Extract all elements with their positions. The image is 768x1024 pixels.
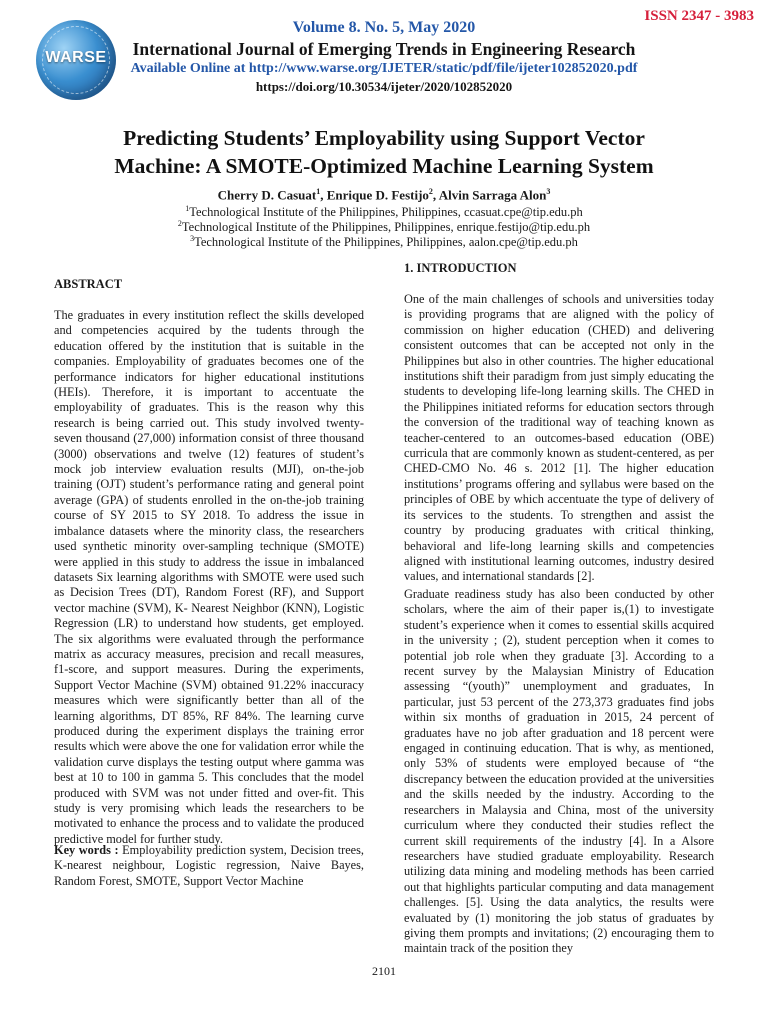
affiliation-1 (0, 204, 768, 220)
abstract-heading: ABSTRACT (54, 277, 123, 291)
volume-line: Volume 8. No. 5, May 2020 (292, 19, 476, 36)
author-separator: , (432, 187, 439, 203)
journal-name: International Journal of Emerging Trends in Engineering Research (132, 39, 636, 59)
author-sup: 1 (316, 187, 321, 196)
author-sup: 2 (428, 187, 433, 196)
introduction-heading: 1. INTRODUCTION (404, 261, 517, 275)
affiliation-text: Technological Institute of the Philippines, Philippines, aalon.cpe@tip.edu.ph (194, 235, 578, 250)
doi-link[interactable]: https://doi.org/10.30534/ijeter/2020/102852020 (255, 79, 513, 94)
page-number: 2101 (372, 964, 396, 978)
affiliation-text: Technological Institute of the Philippines, Philippines, enrique.festijo@tip.edu.ph (181, 220, 591, 235)
keywords-label: Key words : (54, 843, 119, 857)
keywords-text: Employability prediction system, Decision trees, K-nearest neighbour, Logistic regression, Naive Bayes, Random Forest, SMOTE, Support Vector Machine (54, 843, 364, 888)
keywords (54, 843, 364, 889)
author-sup: 3 (546, 187, 551, 196)
author-name: Enrique D. Festijo (326, 187, 429, 203)
author-name: Cherry D. Casuat (217, 187, 317, 203)
logo-text: WARSE (45, 49, 107, 66)
affiliation-3 (0, 234, 768, 250)
title-line-2: Machine: A SMOTE-Optimized Machine Learning System (114, 154, 654, 178)
abstract-body (54, 308, 364, 847)
affiliation-2 (0, 219, 768, 235)
affiliation-sup: 1 (185, 204, 190, 213)
affiliation-text: Technological Institute of the Philippines, Philippines, ccasuat.cpe@tip.edu.ph (189, 205, 583, 220)
availability-link[interactable]: Available Online at http://www.warse.org/IJETER/static/pdf/file/ijeter102852020.pdf (130, 61, 638, 76)
author-name: Alvin Sarraga Alon (438, 187, 547, 203)
introduction-text: Graduate readiness study has also been conducted by other scholars, where the aim of their paper is,(1) to investigate student’s experience when it comes to essential skills acquired in the university ; (2), student perception when it comes to potential job role when they graduate [3]. According to a recent survey by the Malaysian Ministry of Education assessing “(youth)” unemployment and graduates, In particular, just 53 percent of the 273,373 graduates find jobs within six months of graduation in 2015, 24 percent of graduates have no job after graduation and 18 percent were engaged in continuing education. That is why, as mentioned, only 53% of students were employed because of “the discrepancy between the education provided at the universities and the skills needed by the industry. According to the researchers in Malaysia and China, most of the university curriculum where they conducted their studies reflect the current skill requirements of the industry [4]. In a Alsore researchers have studied graduate employability. Research utilizing data mining and modeling methods has been carried out that highlights particular computing and data management challenges. [5]. Using the data analytics, the results were evaluated by (1) monitoring the job status of graduates by giving them prompts and invitations; (2) encouraging them to maintain track of the position they (404, 587, 714, 956)
affiliation-sup: 2 (177, 219, 182, 228)
introduction-text: One of the main challenges of schools and universities today is providing programs that are aligned with the policy of commission on higher education (CHED) and delivering consistent outcomes that can be accepted not only in the Philippines but also in other countries. The higher educational institutions shift their paradigm from just simply educating the students to developing life-long learning skills. The CHED in the Philippines initiated reforms for education sectors through the conversion of the traditional way of teaching known as teacher-centered to an outcomes-based education (OBE) curricula that are commonly known as student-centered, as per CHED-CMO No. 46 s. 2012 [1]. The higher education institutions’ programs offering and syllabus were based on the principles of OBE by which accentuate the type of delivery of its services to the students. To strengthen and assist the country by producing graduates with critical thinking, behavioral and life-long learning skills and competencies aligned with institutional learning outcomes, industry desired values, and international standards [2]. (404, 292, 714, 584)
introduction-para-2 (404, 587, 714, 957)
issn-label: ISSN 2347 - 3983 (644, 8, 754, 24)
paper-title (60, 124, 708, 180)
author-separator: , (320, 187, 327, 203)
affiliation-sup: 3 (190, 234, 195, 243)
introduction-para-1 (404, 292, 714, 585)
author-list (0, 187, 768, 203)
abstract-text: The graduates in every institution reflect the skills developed and competencies acquired by the tudents through the education offered by the institution that is suitable in the companies. Employability of graduates becomes one of the performance indicators for higher educational institutions (HEIs). Therefore, it is important to accentuate the employability of graduates. This is the reason why this research is being carried out. This study involved twenty-seven thousand (27,000) information consist of three thousand (3000) observations and twelve (12) features of student’s mock job interview evaluation results (MJI), on-the-job training (OJT) student’s performance rating and general point average (GPA) of students enrolled in the on-the-job training course of SY 2015 to SY 2018. To address the issue in imbalance datasets where the minority class, the researchers used synthetic minority over-sampling technique (SMOTE) were applied in this study to address the issue in imbalanced datasets Six learning algorithms with SMOTE were used such as Decision Trees (DT), Random Forest (RF), and Support vector machine (SVM), K- Nearest Neighbor (KNN), Logistic Regression (LR) to understand how students, get employed. The six algorithms were evaluated through the performance matrix as accuracy measures, precision and recall measures, f1-score, and support measures. During the experiments, Support Vector Machine (SVM) obtained 91.22% inaccuracy measures which were significantly better than all of the learning algorithms, DT 85%, RF 84%. The learning curve produced during the experiment displays the training error results which were above the one for validation error while the validation curve displays the testing output where gamma was best at 10 to 100 in gamma 5. This concludes that the model produced with SVM was not under fitted and over-fit. This study is very promising which leads the researchers to be motivated to enhance the process and to validate the produced predictive model for further study. (54, 308, 364, 846)
title-line-1: Predicting Students’ Employability using Support Vector (123, 126, 645, 150)
